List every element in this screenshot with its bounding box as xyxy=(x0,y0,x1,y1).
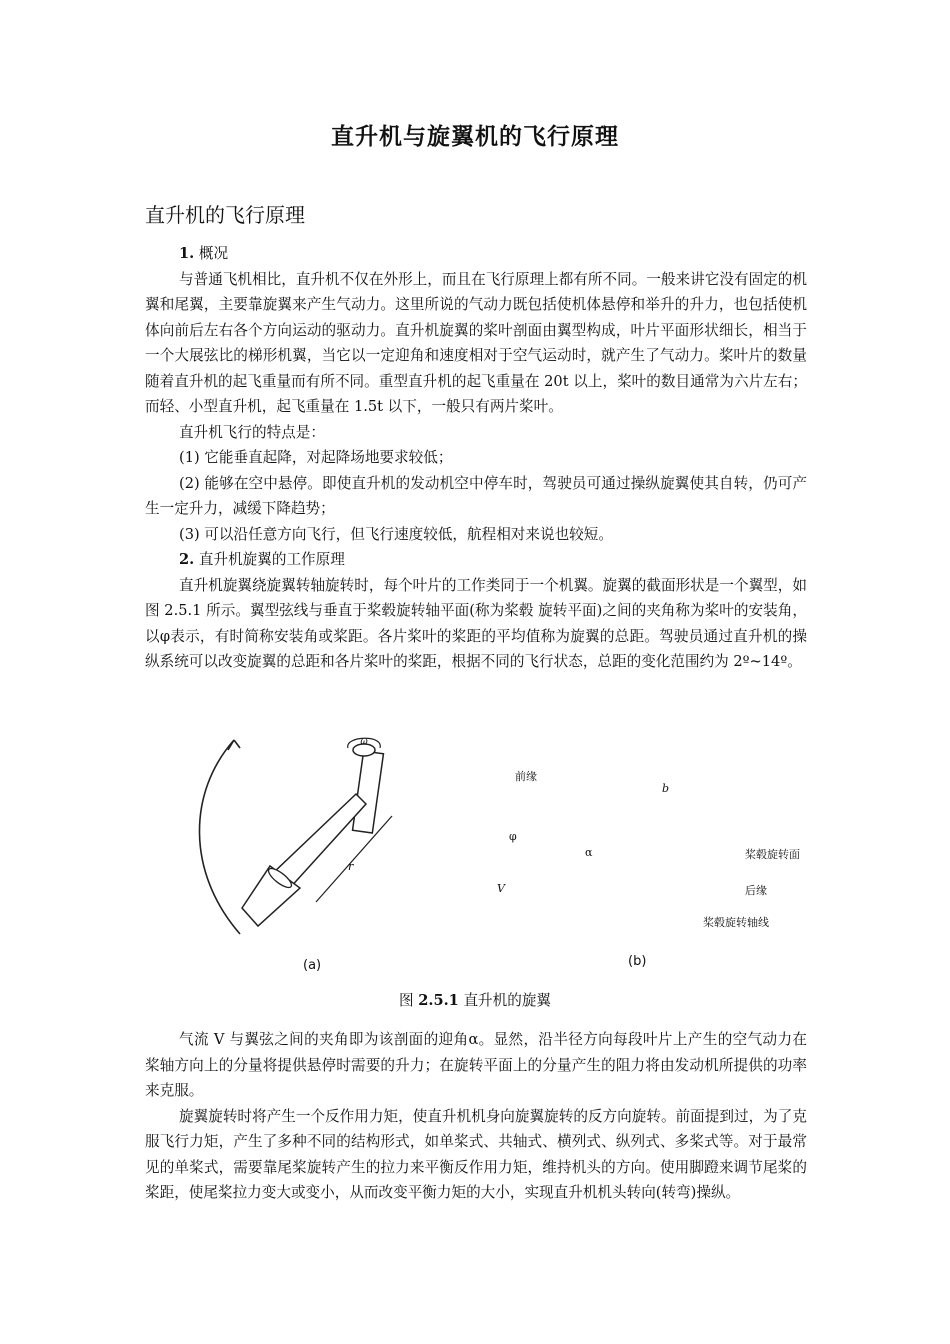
figure-caption xyxy=(0,989,950,1010)
section-1 xyxy=(145,241,807,675)
subheading-1 xyxy=(145,241,807,267)
phi-label: φ xyxy=(509,830,517,843)
velocity-v-label: V xyxy=(497,882,505,895)
omega-label: ω xyxy=(360,737,368,747)
section-heading: 直升机的飞行原理 xyxy=(145,203,305,227)
paragraph: 直升机飞行的特点是： xyxy=(179,423,325,441)
figure-b-airfoil-section xyxy=(485,750,815,950)
hub-plane-label: 桨毂旋转面 xyxy=(745,848,800,861)
caption-prefix: 图 xyxy=(398,992,419,1009)
subheading-2 xyxy=(145,547,807,573)
list-item: (1) 它能垂直起降，对起降场地要求较低； xyxy=(179,449,453,466)
subfigure-a-label: (a) xyxy=(303,958,322,973)
paragraph: 气流 V 与翼弦之间的夹角即为该剖面的迎角α。显然，沿半径方向每段叶片上产生的空气动力在桨轴方向上的分量将提供悬停时需要的升力；在旋转平面上的分量产生的阻力将由发动机所提供的功率来克服。 xyxy=(145,1031,807,1099)
rotor-illustration xyxy=(178,712,433,948)
figure-a-rotor-sketch xyxy=(178,712,433,948)
paragraph: 旋翼旋转时将产生一个反作用力矩，使直升机机身向旋翼旋转的反方向旋转。前面提到过，为了克服飞行力矩，产生了多种不同的结构形式，如单桨式、共轴式、横列式、纵列式、多桨式等。对于最常见的单桨式，需要靠尾桨旋转产生的拉力来平衡反作用力矩，维持机头的方向。使用脚蹬来调节尾桨的桨距，使尾桨拉力变大或变小，从而改变平衡力矩的大小，实现直升机机头转向(转弯)操纵。 xyxy=(145,1107,807,1201)
closing-section xyxy=(145,1027,807,1206)
radius-label: r xyxy=(348,860,354,873)
caption-number: 2.5.1 xyxy=(418,992,459,1009)
chord-b-label: b xyxy=(662,782,670,795)
alpha-label: α xyxy=(585,846,593,859)
list-item: (3) 可以沿任意方向飞行，但飞行速度较低，航程相对来说也较短。 xyxy=(179,525,613,543)
caption-text: 直升机的旋翼 xyxy=(458,992,552,1009)
subheading-number: 1. xyxy=(179,245,195,262)
document-title: 直升机与旋翼机的飞行原理 xyxy=(331,124,619,150)
subheading-text: 概况 xyxy=(198,245,229,262)
subfigure-b-label: (b) xyxy=(628,954,647,969)
leading-edge-label: 前缘 xyxy=(515,770,537,783)
trailing-edge-label: 后缘 xyxy=(745,884,767,897)
subheading-text: 直升机旋翼的工作原理 xyxy=(198,551,345,568)
paragraph: 与普通飞机相比，直升机不仅在外形上，而且在飞行原理上都有所不同。一般来讲它没有固定的机翼和尾翼，主要靠旋翼来产生气动力。这里所说的气动力既包括使机体悬停和举升的升力，也包括使机体向前后左右各个方向运动的驱动力。直升机旋翼的桨叶剖面由翼型构成，叶片平面形状细长，相当于一个大展弦比的梯形机翼，当它以一定迎角和速度相对于空气运动时，就产生了气动力。桨叶片的数量随着直升机的起飞重量而有所不同。重型直升机的起飞重量在 20t 以上，桨叶的数目通常为六片左右；而轻、小型直升机，起飞重量在 1.5t 以下，一般只有两片桨叶。 xyxy=(145,270,807,415)
hub-axis-label: 桨毂旋转轴线 xyxy=(703,916,769,929)
subheading-number: 2. xyxy=(179,551,195,568)
paragraph: 直升机旋翼绕旋翼转轴旋转时，每个叶片的工作类同于一个机翼。旋翼的截面形状是一个翼型，如图 2.5.1 所示。翼型弦线与垂直于桨毂旋转轴平面(称为桨毂 旋转平面)之间的夹角称为桨叶的安装角，以φ表示，有时简称安装角或桨距。各片桨叶的桨距的平均值称为旋翼的总距。驾驶员通过直升机的操纵系统可以改变旋翼的总距和各片桨叶的桨距，根据不同的飞行状态，总距的变化范围约为 2º~14º。 xyxy=(145,576,807,670)
list-item: (2) 能够在空中悬停。即使直升机的发动机空中停车时，驾驶员可通过操纵旋翼使其自转，仍可产生一定升力，减缓下降趋势； xyxy=(145,474,807,517)
